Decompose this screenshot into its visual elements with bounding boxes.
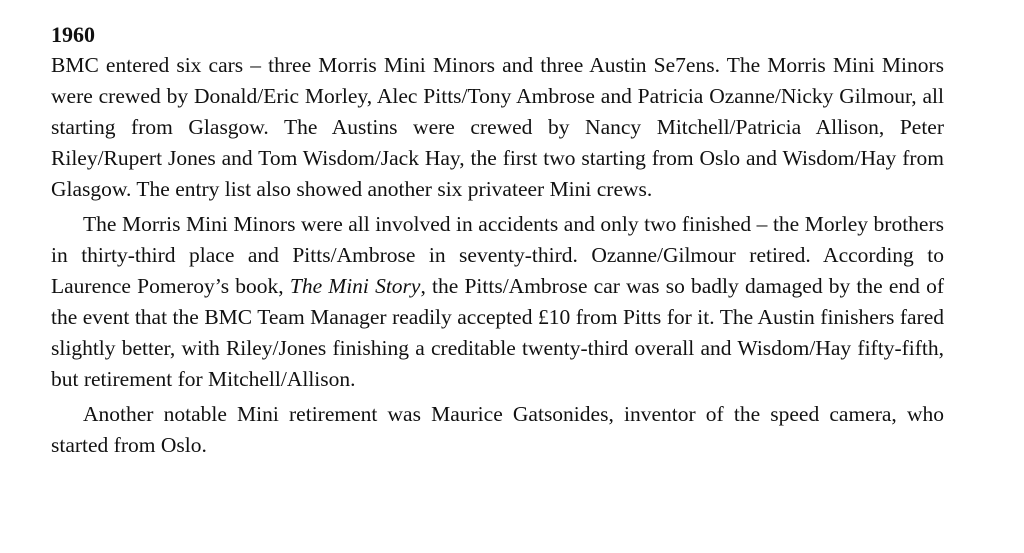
book-title: The Mini Story	[289, 274, 421, 298]
document-page	[51, 19, 944, 465]
paragraph-text: The Morris Mini Minors were all involved in accidents and only two finished – the Morley brothers in thirty-third place and Pitts/Ambrose in seventy-third. Ozanne/Gilmour retired. According to Laurence Pomeroy’s book,	[51, 212, 944, 298]
paragraph-text: Another notable Mini retirement was Maurice Gatsonides, inventor of the speed camera, who started from Oslo.	[51, 402, 944, 457]
paragraph-entries	[51, 50, 944, 205]
paragraph-text: BMC entered six cars – three Morris Mini Minors and three Austin Se7ens. The Morris Mini Minors were crewed by Donald/Eric Morley, Alec Pitts/Tony Ambrose and Patricia Ozanne/Nicky Gilmour, all starting from Glasgow. The Austins were crewed by Nancy Mitchell/Patricia Allison, Peter Riley/Rupert Jones and Tom Wisdom/Jack Hay, the first two starting from Oslo and Wisdom/Hay from Glasgow. The entry list also showed another six privateer Mini crews.	[51, 53, 944, 201]
paragraph-retirement	[51, 399, 944, 461]
year-heading: 1960	[51, 22, 95, 47]
paragraph-text: , the Pitts/Ambrose car was so badly damaged by the end of the event that the BMC Team Manager readily accepted £10 from Pitts for it. The Austin finishers fared slightly better, with Riley/Jones finishing a creditable twenty-third overall and Wisdom/Hay fifty-fifth, but retirement for Mitchell/Allison.	[51, 274, 944, 391]
paragraph-results	[51, 209, 944, 395]
